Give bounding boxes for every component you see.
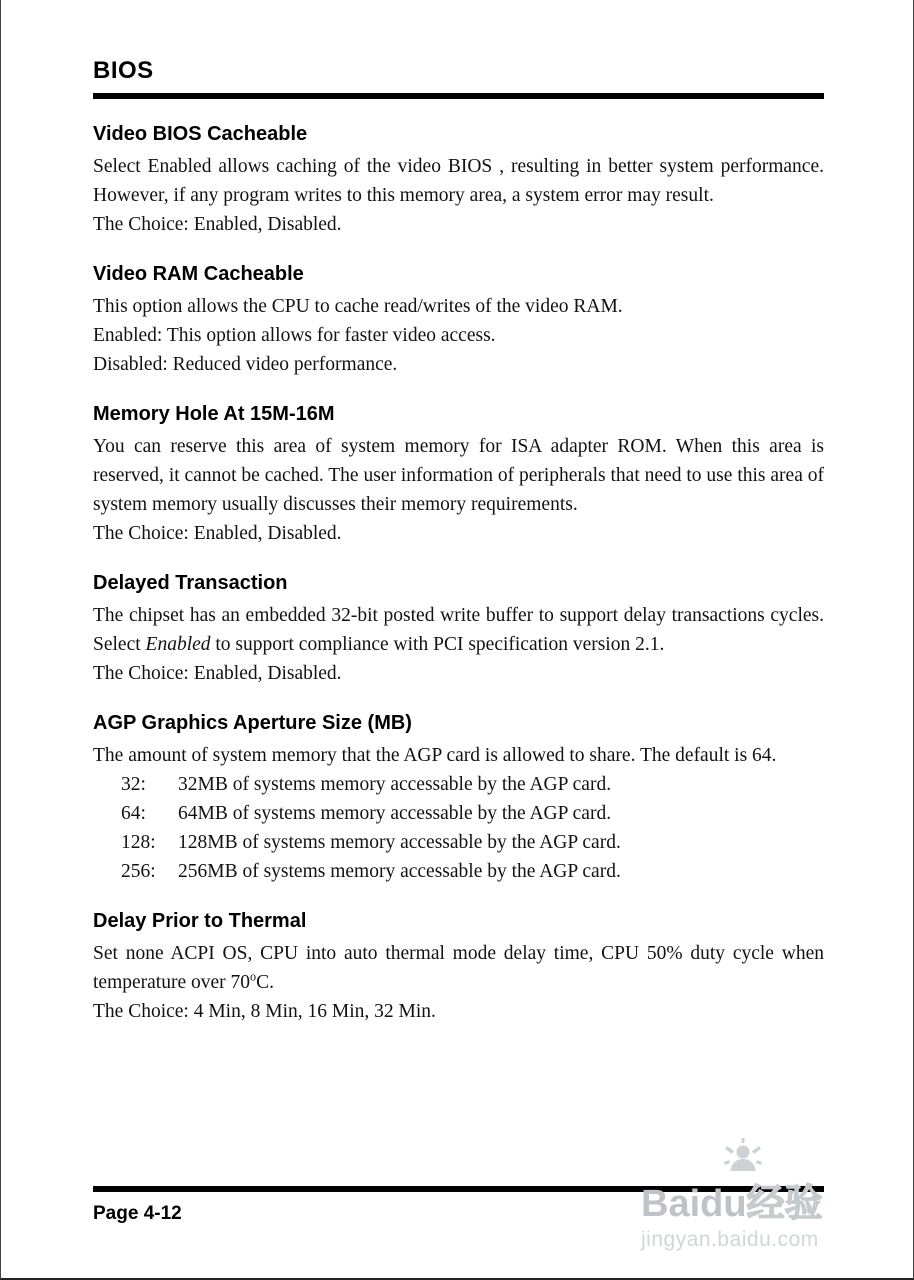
page-title: BIOS — [93, 57, 154, 84]
choice-line: The Choice: Enabled, Disabled. — [93, 214, 342, 235]
agp-option-desc: 256MB of systems memory accessable by the AGP card. — [178, 861, 621, 882]
section-line: Disabled: Reduced video performance. — [93, 354, 398, 375]
agp-option-row — [93, 770, 824, 799]
section-agp-aperture-size — [93, 711, 824, 886]
baidu-jingyan-logo-icon — [719, 1136, 767, 1182]
section-line: Enabled: This option allows for faster video access. — [93, 325, 496, 346]
choice-line: The Choice: Enabled, Disabled. — [93, 663, 342, 684]
agp-option-desc: 32MB of systems memory accessable by the AGP card. — [178, 774, 612, 795]
agp-option-row — [93, 828, 824, 857]
section-paragraph — [93, 939, 824, 997]
section-line: This option allows the CPU to cache read/writes of the video RAM. — [93, 296, 623, 317]
watermark-brand-cn: 经验 — [746, 1183, 823, 1225]
paragraph-part: The chipset has an embedded 32-bit posted write buffer to support delay transactions cycles. Select — [93, 605, 824, 655]
agp-option-row — [93, 857, 824, 886]
superscript-o: o — [250, 969, 257, 984]
page-number: Page 4-12 — [93, 1203, 182, 1224]
agp-option-desc: 64MB of systems memory accessable by the AGP card. — [178, 803, 612, 824]
section-video-ram-cacheable — [93, 262, 824, 379]
section-heading: Delay Prior to Thermal — [93, 910, 307, 932]
italic-term: Enabled — [145, 634, 211, 655]
paragraph-part: C. — [256, 972, 274, 993]
section-heading: Video RAM Cacheable — [93, 263, 304, 285]
agp-option-desc: 128MB of systems memory accessable by the AGP card. — [178, 832, 621, 853]
section-memory-hole — [93, 402, 824, 548]
section-heading: Video BIOS Cacheable — [93, 123, 308, 145]
agp-option-value: 32: — [121, 774, 146, 795]
choice-line: The Choice: Enabled, Disabled. — [93, 523, 342, 544]
section-heading: Delayed Transaction — [93, 572, 288, 594]
header-rule — [93, 93, 824, 99]
agp-option-value: 256: — [121, 861, 156, 882]
section-paragraph — [93, 601, 824, 659]
section-heading: Memory Hole At 15M-16M — [93, 403, 335, 425]
watermark-url: jingyan.baidu.com — [641, 1228, 819, 1251]
paragraph-part: to support compliance with PCI specification version 2.1. — [210, 634, 665, 655]
watermark-brand-en: Baidu — [641, 1183, 747, 1225]
agp-option-value: 64: — [121, 803, 146, 824]
agp-option-row — [93, 799, 824, 828]
section-paragraph: You can reserve this area of system memory for ISA adapter ROM. When this area is reserved, it cannot be cached. The user information of peripherals that need to use this area of system memory usually discusses their memory requirements. — [93, 436, 824, 515]
agp-option-value: 128: — [121, 832, 156, 853]
section-paragraph: The amount of system memory that the AGP card is allowed to share. The default is 64. — [93, 745, 777, 766]
paragraph-part: Set none ACPI OS, CPU into auto thermal mode delay time, CPU 50% duty cycle when temperature over 70 — [93, 943, 824, 993]
section-paragraph: Select Enabled allows caching of the video BIOS , resulting in better system performance. However, if any program writes to this memory area, a system error may result. — [93, 156, 824, 206]
section-delay-prior-to-thermal — [93, 909, 824, 1026]
section-heading: AGP Graphics Aperture Size (MB) — [93, 712, 412, 734]
choice-line: The Choice: 4 Min, 8 Min, 16 Min, 32 Min. — [93, 1001, 436, 1022]
section-delayed-transaction — [93, 571, 824, 688]
footer-rule — [93, 1186, 824, 1192]
page-content — [93, 0, 824, 1026]
section-video-bios-cacheable — [93, 122, 824, 239]
baidu-watermark — [641, 1136, 881, 1252]
